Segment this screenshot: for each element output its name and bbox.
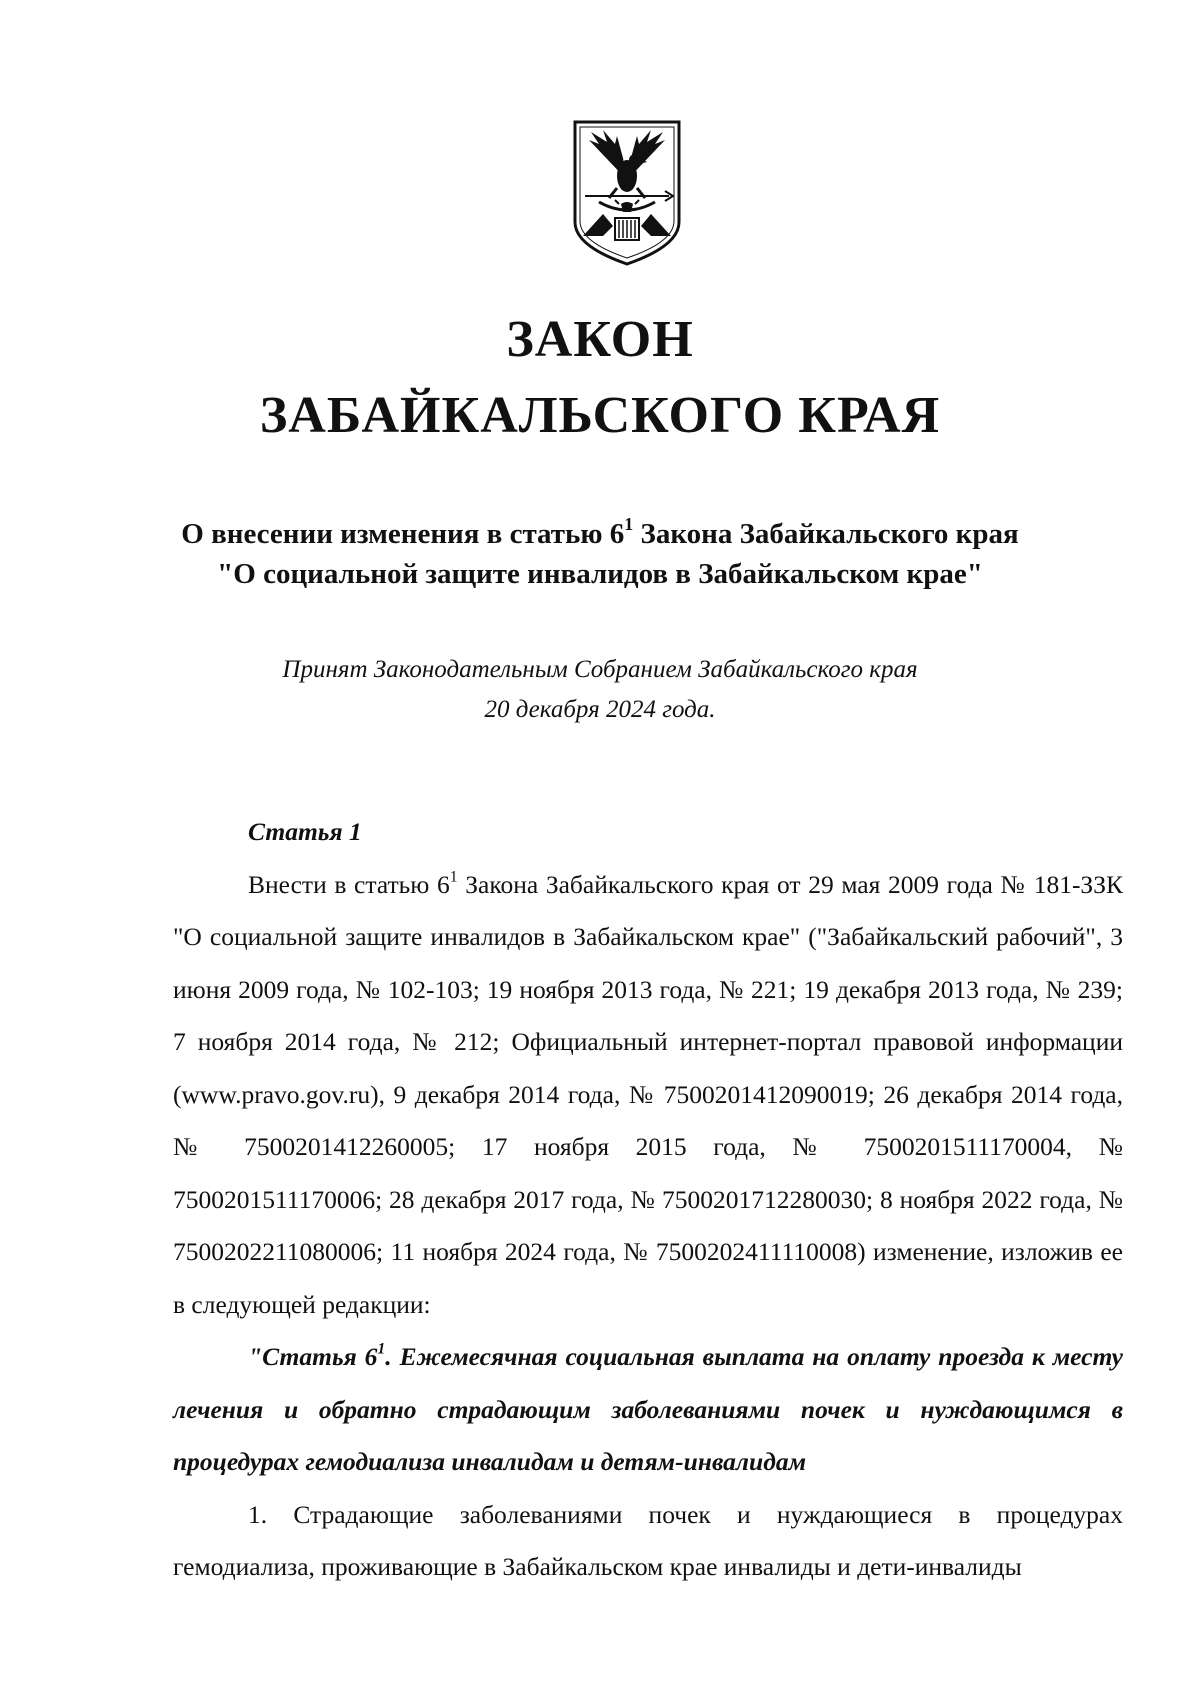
article6-superscript: 1 (377, 1340, 386, 1358)
adoption-date: 20 декабря 2024 года. (484, 696, 716, 723)
subtitle-line1-rest: Закона Забайкальского края (633, 518, 1019, 550)
article1-text-rest: Закона Забайкальского края от 29 мая 2009 года № 181-ЗЗК "О социальной защите инвалидов в Забайкальском крае" ("Забайкальский рабочий", 3 июня 2009 года, № 102-103; 19 ноября 2013 года, № 221; 19 декабря 2013 года, № 239; 7 ноября 2014 года, № 212; Официальный интернет-портал правовой информации (www.pravo.gov.ru), 9 декабря 2014 года, № 7500201412090019; 26 декабря 2014 года, № 7500201412260005; 17 ноября 2015 года, № 7500201511170004, № 7500201511170006; 28 декабря 2017 года, № 7500201712280030; 8 ноября 2022 года, № 7500202211080006; 11 ноября 2024 года, № 7500202411110008) изменение, изложив ее в следующей редакции: (173, 869, 1123, 1319)
article6-title-start: "Статья 6 (248, 1342, 378, 1371)
coat-of-arms-icon (569, 118, 685, 268)
article6-title (173, 1331, 1123, 1489)
article6-title-rest: . Ежемесячная социальная выплата на оплату проезда к месту лечения и обратно страдающим заболеваниями почек и нуждающимся в процедурах гемодиализа инвалидам и детям-инвалидам (173, 1342, 1123, 1476)
adoption-line1: Принят Законодательным Собранием Забайкальского края (282, 656, 918, 683)
subtitle-line1 (140, 514, 1060, 554)
subtitle-line1-text: О внесении изменения в статью 6 (181, 518, 625, 550)
law-title-line2: ЗАБАЙКАЛЬСКОГО КРАЯ (259, 387, 941, 444)
subtitle-superscript: 1 (624, 514, 634, 535)
law-subtitle (140, 514, 1060, 594)
adoption-note (160, 650, 1040, 730)
article1-superscript: 1 (449, 868, 458, 886)
law-body (173, 806, 1123, 1594)
article1-text-start: Внести в статью 6 (248, 869, 450, 899)
law-title-line1: ЗАКОН (506, 311, 694, 368)
subtitle-line2: "О социальной защите инвалидов в Забайкальском крае" (217, 558, 983, 590)
article-heading: Статья 1 (248, 817, 362, 846)
article6-item1: 1. Страдающие заболеваниями почек и нуждающиеся в процедурах гемодиализа, проживающие в Забайкальском крае инвалиды и дети-инвалиды (173, 1499, 1123, 1581)
article1-paragraph (173, 859, 1123, 1332)
